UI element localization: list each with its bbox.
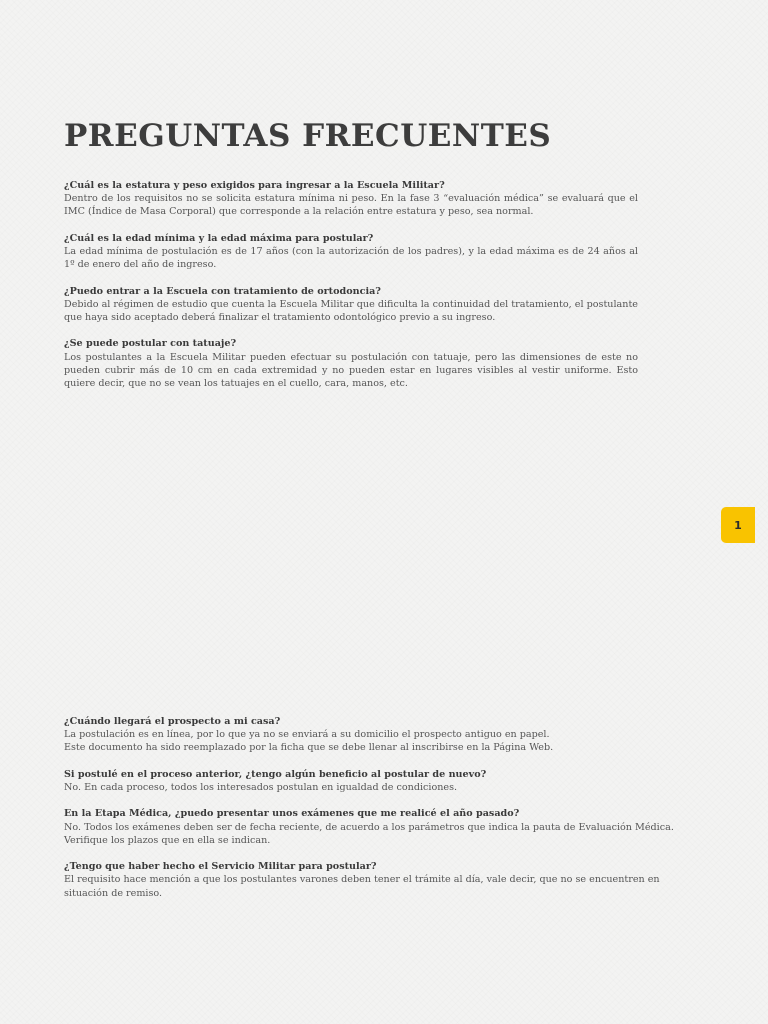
faq-answer: Los postulantes a la Escuela Militar pueden efectuar su postulación con tatuaje, pero las dimensiones de este no pueden cubrir más de 10 cm en cada extremidad y no pueden estar en lugares visibles al vestir uniforme. Esto quiere decir, que no se vean los tatuajes en el cuello, cara, manos, etc. bbox=[64, 351, 638, 389]
faq-item-orthodontics bbox=[64, 285, 638, 325]
faq-answer-line: Este documento ha sido reemplazado por la ficha que se debe llenar al inscribirse en la Página Web. bbox=[64, 742, 554, 754]
faq-item-tattoo bbox=[64, 337, 638, 390]
faq-question: ¿Tengo que haber hecho el Servicio Militar para postular? bbox=[64, 861, 377, 873]
faq-answer: No. En cada proceso, todos los interesados postulan en igualdad de condiciones. bbox=[64, 782, 458, 793]
faq-answer-line: La postulación es en línea, por lo que ya no se enviará a su domicilio el prospecto antiguo en papel. bbox=[64, 729, 550, 741]
faq-question: Si postulé en el proceso anterior, ¿tengo algún beneficio al postular de nuevo? bbox=[64, 768, 487, 780]
faq-item-previous-process bbox=[64, 768, 706, 794]
faq-item-height-weight bbox=[64, 179, 638, 219]
faq-item-medical-exams bbox=[64, 807, 706, 847]
faq-answer: Debido al régimen de estudio que cuenta la Escuela Militar que dificulta la continuidad del tratamiento, el postulante que haya sido aceptado deberá finalizar el tratamiento odontológico previo a su ingreso. bbox=[64, 298, 638, 323]
faq-question: ¿Cuál es la estatura y peso exigidos para ingresar a la Escuela Militar? bbox=[64, 180, 445, 191]
faq-answer: La edad mínima de postulación es de 17 años (con la autorización de los padres), y la edad máxima es de 24 años al 1º de enero del año de ingreso. bbox=[64, 246, 638, 271]
faq-item-military-service bbox=[64, 860, 706, 900]
page-number-badge: 1 bbox=[721, 507, 755, 543]
faq-question: ¿Puedo entrar a la Escuela con tratamiento de ortodoncia? bbox=[64, 285, 381, 297]
faq-question: En la Etapa Médica, ¿puedo presentar unos exámenes que me realicé el año pasado? bbox=[64, 808, 520, 820]
faq-answer: Dentro de los requisitos no se solicita estatura mínima ni peso. En la fase 3 “evaluación médica” se evaluará que el IMC (Índice de Masa Corporal) que corresponde a la relación entre estatura y peso, sea normal. bbox=[64, 193, 638, 218]
faq-answer: El requisito hace mención a que los postulantes varones deben tener el trámite al día, vale decir, que no se encuentren en situación de remiso. bbox=[64, 874, 660, 899]
faq-item-age bbox=[64, 232, 638, 272]
page-title: PREGUNTAS FRECUENTES bbox=[64, 118, 552, 154]
faq-answer: No. Todos los exámenes deben ser de fecha reciente, de acuerdo a los parámetros que indica la pauta de Evaluación Médica. Verifique los plazos que en ella se indican. bbox=[64, 821, 674, 846]
faq-item-prospectus bbox=[64, 715, 706, 755]
faq-question: ¿Cuál es la edad mínima y la edad máxima para postular? bbox=[64, 232, 374, 244]
faq-question: ¿Cuándo llegará el prospecto a mi casa? bbox=[64, 716, 281, 727]
faq-question: ¿Se puede postular con tatuaje? bbox=[64, 338, 237, 350]
faq-section-bottom bbox=[64, 715, 706, 913]
faq-section-top bbox=[64, 179, 638, 403]
